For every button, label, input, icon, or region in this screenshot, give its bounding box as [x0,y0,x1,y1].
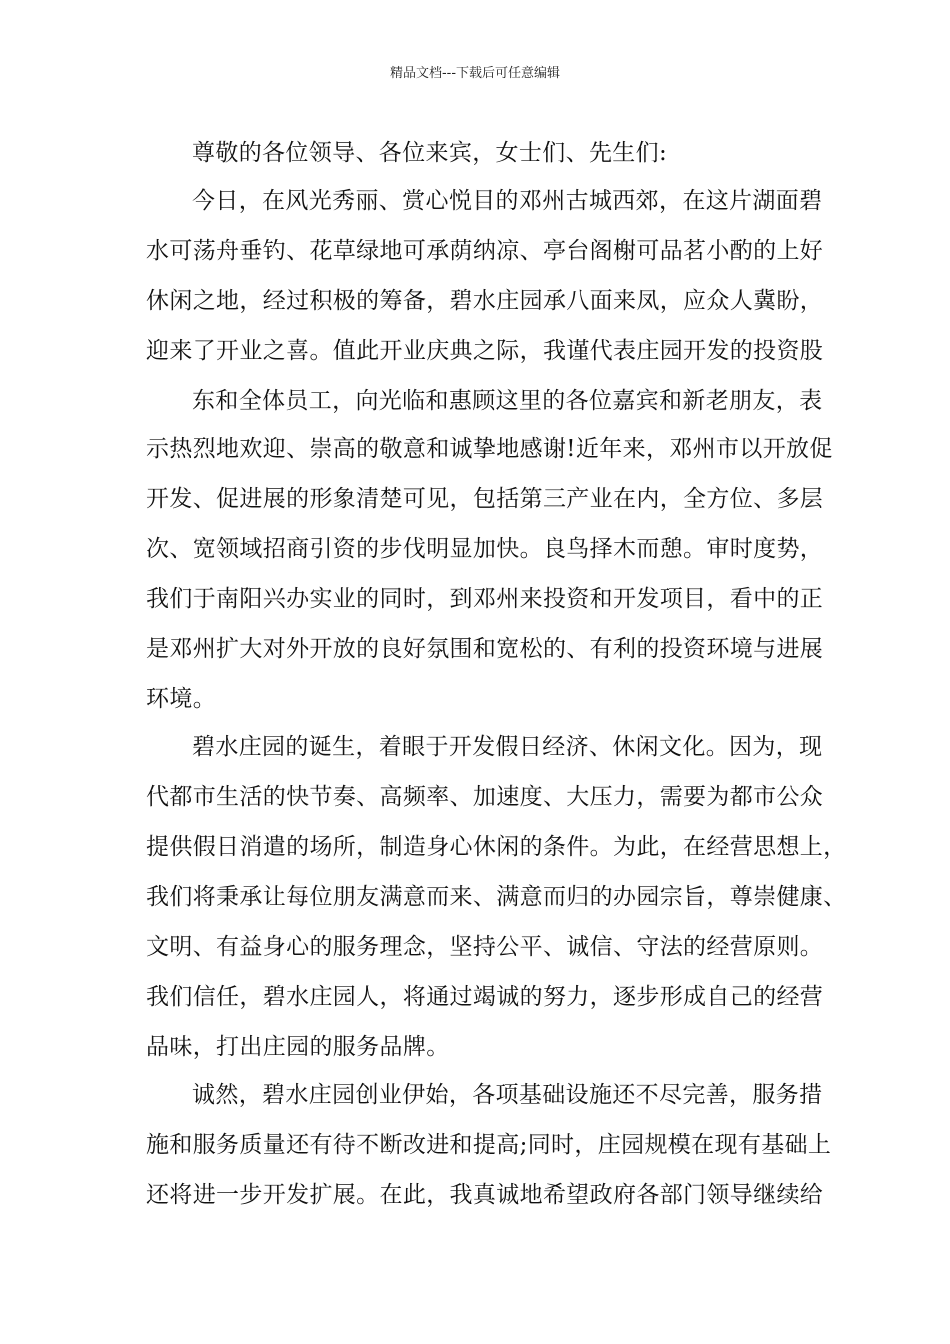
text-line: 次、宽领域招商引资的步伐明显加快。良鸟择木而憩。审时度势， [146,536,824,562]
text-line: 是邓州扩大对外开放的良好氛围和宽松的、有利的投资环境与进展 [146,636,824,662]
text-line: 代都市生活的快节奏、高频率、加速度、大压力，需要为都市公众 [146,784,824,810]
text-line: 东和全体员工，向光临和惠顾这里的各位嘉宾和新老朋友，表 [192,388,823,414]
text-line: 尊敬的各位领导、各位来宾，女士们、先生们: [192,140,668,166]
text-line: 休闲之地，经过积极的筹备，碧水庄园承八面来凤，应众人冀盼， [146,288,824,314]
text-line: 文明、有益身心的服务理念，坚持公平、诚信、守法的经营原则。 [146,934,824,960]
text-line: 开发、促进展的形象清楚可见，包括第三产业在内，全方位、多层 [146,486,824,512]
text-line: 碧水庄园的诞生，着眼于开发假日经济、休闲文化。因为，现 [192,734,823,760]
text-line: 我们于南阳兴办实业的同时，到邓州来投资和开发项目，看中的正 [146,586,824,612]
page-header: 精品文档---下载后可任意编辑 [389,66,561,81]
text-line: 我们将秉承让每位朋友满意而来、满意而归的办园宗旨，尊崇健康、 [146,884,847,910]
text-line: 诚然，碧水庄园创业伊始，各项基础设施还不尽完善，服务措 [192,1082,823,1108]
text-line: 示热烈地欢迎、崇高的敬意和诚挚地感谢!近年来，邓州市以开放促 [146,436,833,462]
text-line: 品味，打出庄园的服务品牌。 [146,1034,450,1060]
text-line: 迎来了开业之喜。值此开业庆典之际，我谨代表庄园开发的投资股 [146,338,824,364]
text-line: 环境。 [146,686,217,712]
text-line: 施和服务质量还有待不断改进和提高;同时，庄园规模在现有基础上 [146,1132,832,1158]
text-line: 今日，在风光秀丽、赏心悦目的邓州古城西郊，在这片湖面碧 [192,188,823,214]
text-line: 还将进一步开发扩展。在此，我真诚地希望政府各部门领导继续给 [146,1182,824,1208]
text-line: 我们信任，碧水庄园人，将通过竭诚的努力，逐步形成自己的经营 [146,984,824,1010]
text-line: 水可荡舟垂钓、花草绿地可承荫纳凉、亭台阁榭可品茗小酌的上好 [146,238,824,264]
text-line: 提供假日消遣的场所，制造身心休闲的条件。为此，在经营思想上， [146,834,847,860]
